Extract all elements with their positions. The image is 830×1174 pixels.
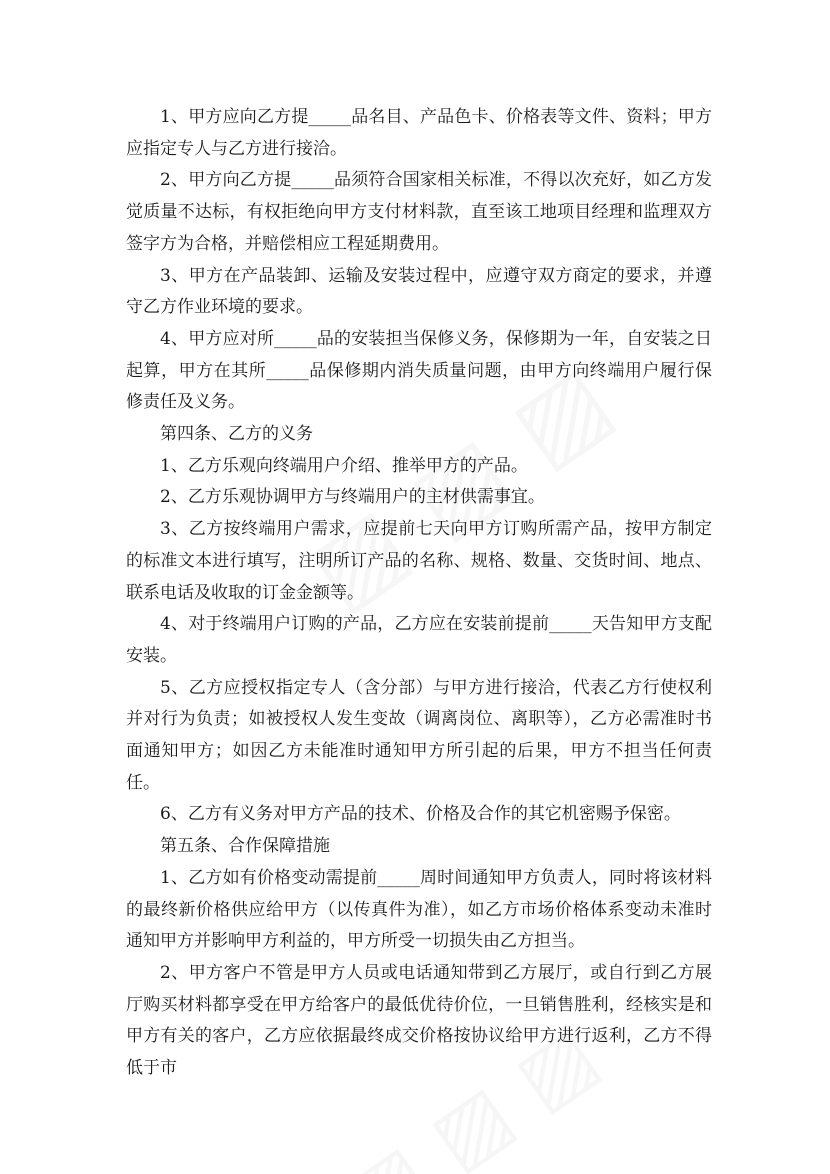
clause-paragraph: 1、甲方应向乙方提_____品名目、产品色卡、价格表等文件、资料；甲方应指定专人与乙方进行接洽。 [126, 107, 712, 159]
clause-paragraph: 5、乙方应授权指定专人（含分部）与甲方进行接洽，代表乙方行使权利并对行为负责；如被授权人发生变故（调离岗位、离职等），乙方必需准时书面通知甲方；如因乙方未能准时通知甲方所引起的后果，甲方不担当任何责任。 [126, 677, 712, 793]
clause-paragraph: 4、甲方应对所_____品的安装担当保修义务，保修期为一年，自安装之日起算，甲方在其所_____品保修期内消失质量问题，由甲方向终端用户履行保修责任及义务。 [126, 328, 712, 413]
document-body [126, 102, 712, 1085]
clause-paragraph: 3、乙方按终端用户需求，应提前七天向甲方订购所需产品，按甲方制定的标准文本进行填写，注明所订产品的名称、规格、数量、交货时间、地点、联系电话及收取的订金金额等。 [126, 519, 712, 603]
clause-paragraph: 2、甲方客户不管是甲方人员或电话通知带到乙方展厅，或自行到乙方展厅购买材料都享受在甲方给客户的最低优待价位，一旦销售胜利，经核实是和甲方有关的客户，乙方应依据最终成交价格按协议给甲方进行返利，乙方不得低于市 [126, 962, 712, 1079]
clause-paragraph: 1、乙方乐观向终端用户介绍、推举甲方的产品。 [160, 455, 528, 476]
clause-paragraph: 1、乙方如有价格变动需提前_____周时间通知甲方负责人，同时将该材料的最终新价格供应给甲方（以传真件为准），如乙方市场价格体系变动未准时通知甲方并影响甲方利益的，甲方所受一切损失由乙方担当。 [126, 867, 712, 952]
clause-paragraph: 3、甲方在产品装卸、运输及安装过程中，应遵守双方商定的要求，并遵守乙方作业环境的要求。 [126, 265, 712, 318]
clause-paragraph: 6、乙方有义务对甲方产品的技术、价格及合作的其它机密赐予保密。 [160, 804, 681, 825]
clause-paragraph: 2、乙方乐观协调甲方与终端用户的主材供需事宜。 [160, 487, 545, 508]
section-heading: 第四条、乙方的义务 [160, 424, 313, 445]
section-heading: 第五条、合作保障措施 [160, 836, 330, 857]
clause-paragraph: 4、对于终端用户订购的产品，乙方应在安装前提前_____天告知甲方支配安装。 [126, 614, 712, 666]
clause-paragraph: 2、甲方向乙方提_____品须符合国家相关标准，不得以次充好，如乙方发觉质量不达标，有权拒绝向甲方支付材料款，直至该工地项目经理和监理双方签字方为合格，并赔偿相应工程延期费用。 [126, 170, 712, 254]
